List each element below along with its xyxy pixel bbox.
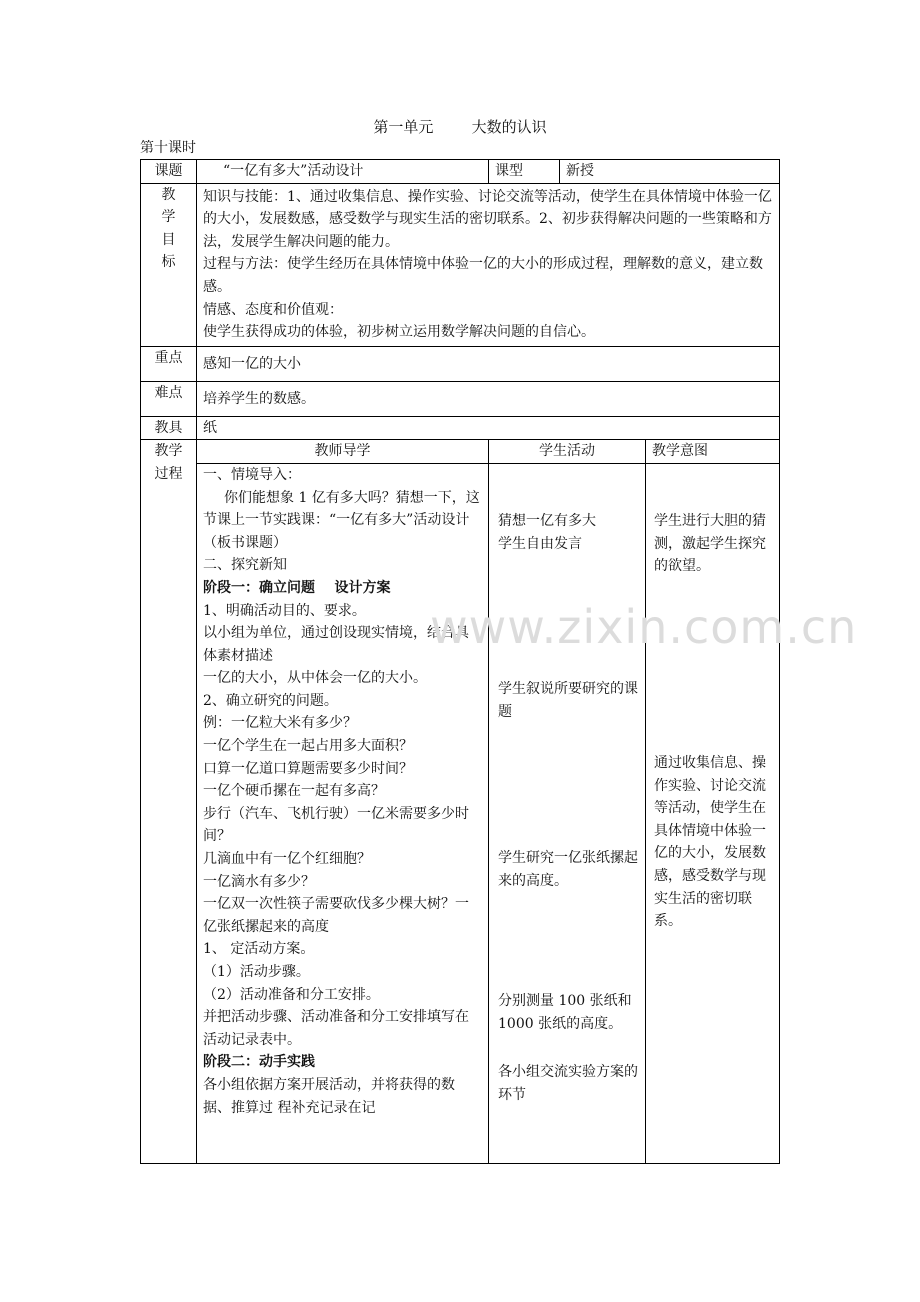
intent-2: 通过收集信息、操作实验、讨论交流等活动，使学生在具体情境中体验一亿的大小，发展数感，感受数学与现实生活的密切联系。 <box>654 754 766 930</box>
student-activity-5: 各小组交流实验方案的环节 <box>498 1063 638 1103</box>
type-label: 课型 <box>489 160 560 184</box>
difficulty-label: 难点 <box>141 381 197 416</box>
student-activity-3: 学生研究一亿张纸摞起来的高度。 <box>498 849 638 889</box>
document-title: 第一单元 大数的认识 <box>373 118 547 136</box>
difficulty-row <box>141 381 780 416</box>
process-label: 教学 过程 <box>141 440 197 1164</box>
goals-label: 教 学 目 标 <box>141 183 197 346</box>
col-intent-header: 教学意图 <box>646 440 780 464</box>
tools-row <box>141 416 780 440</box>
goals-row <box>141 183 780 346</box>
subject-value: “一亿有多大”活动设计 <box>197 160 489 184</box>
watermark: www.zixin.com.cn <box>430 600 858 654</box>
intent-1: 学生进行大胆的猜测，激起学生探究的欲望。 <box>654 512 766 575</box>
lesson-number: 第十课时 <box>140 140 196 156</box>
goal-attitude: 使学生获得成功的体验，初步树立运用数学解决问题的自信心。 <box>203 324 595 341</box>
goal-process: 过程与方法：使学生经历在具体情境中体验一亿的大小的形成过程，理解数的意义，建立数感。 <box>203 256 763 295</box>
lesson-plan-table <box>140 159 780 1164</box>
key-point-value: 感知一亿的大小 <box>197 346 780 381</box>
key-point-label: 重点 <box>141 346 197 381</box>
col-student-header: 学生活动 <box>489 440 646 464</box>
difficulty-value: 培养学生的数感。 <box>197 381 780 416</box>
student-activity-1: 猜想一亿有多大 学生自由发言 <box>498 512 596 552</box>
teacher-guidance: 一、情境导入： 你们能想象 1 亿有多大吗？猜想一下，这节课上一节实践课：“一亿有多大”活动设计（板书课题） 二、探究新知 阶段一：确立问题 设计方案 1、明确活动目的、要求。 以小组为单位，通过创设现实情境，结合具体素材描述 一亿的大小，从中体会一亿的大小。 2、确立研究的问题。 例：一亿粒大米有多少？ 一亿个学生在一起占用多大面积？ 口算一亿道口算题需要多少时间？ 一亿个硬币摞在一起有多高？ 步行（汽车、飞机行驶）一亿米需要多少时间？ 几滴血中有一亿个红细胞？ 一亿滴水有多少？ 一亿双一次性筷子需要砍伐多少棵大树？一亿张纸摞起来的高度 1、 定活动方案。 （1）活动步骤。 （2）活动准备和分工安排。 并把活动步骤、活动准备和分工安排填写在活动记录表中。 阶段二：动手实践 各小组依据方案开展活动，并将获得的数据、推算过 程补充记录在记 <box>197 463 489 1163</box>
subject-row <box>141 160 780 184</box>
subject-label: 课题 <box>141 160 197 184</box>
student-activities <box>489 463 646 1163</box>
process-header-row <box>141 440 780 464</box>
goal-attitude-heading: 情感、态度和价值观： <box>203 301 343 318</box>
key-point-row <box>141 346 780 381</box>
tools-value: 纸 <box>197 416 780 440</box>
tools-label: 教具 <box>141 416 197 440</box>
student-activity-4: 分别测量 100 张纸和 1000 张纸的高度。 <box>498 992 632 1032</box>
process-body-row <box>141 463 780 1163</box>
goals-content <box>197 183 780 346</box>
type-value: 新授 <box>560 160 780 184</box>
col-teacher-header: 教师导学 <box>197 440 489 464</box>
goal-knowledge: 知识与技能：1、通过收集信息、操作实验、讨论交流等活动，使学生在具体情境中体验一亿的大小，发展数感，感受数学与现实生活的密切联系。2、初步获得解决问题的一些策略和方法，发展学生解决问题的能力。 <box>203 188 772 250</box>
teaching-intent <box>646 463 780 1163</box>
student-activity-2: 学生叙说所要研究的课题 <box>498 680 638 720</box>
